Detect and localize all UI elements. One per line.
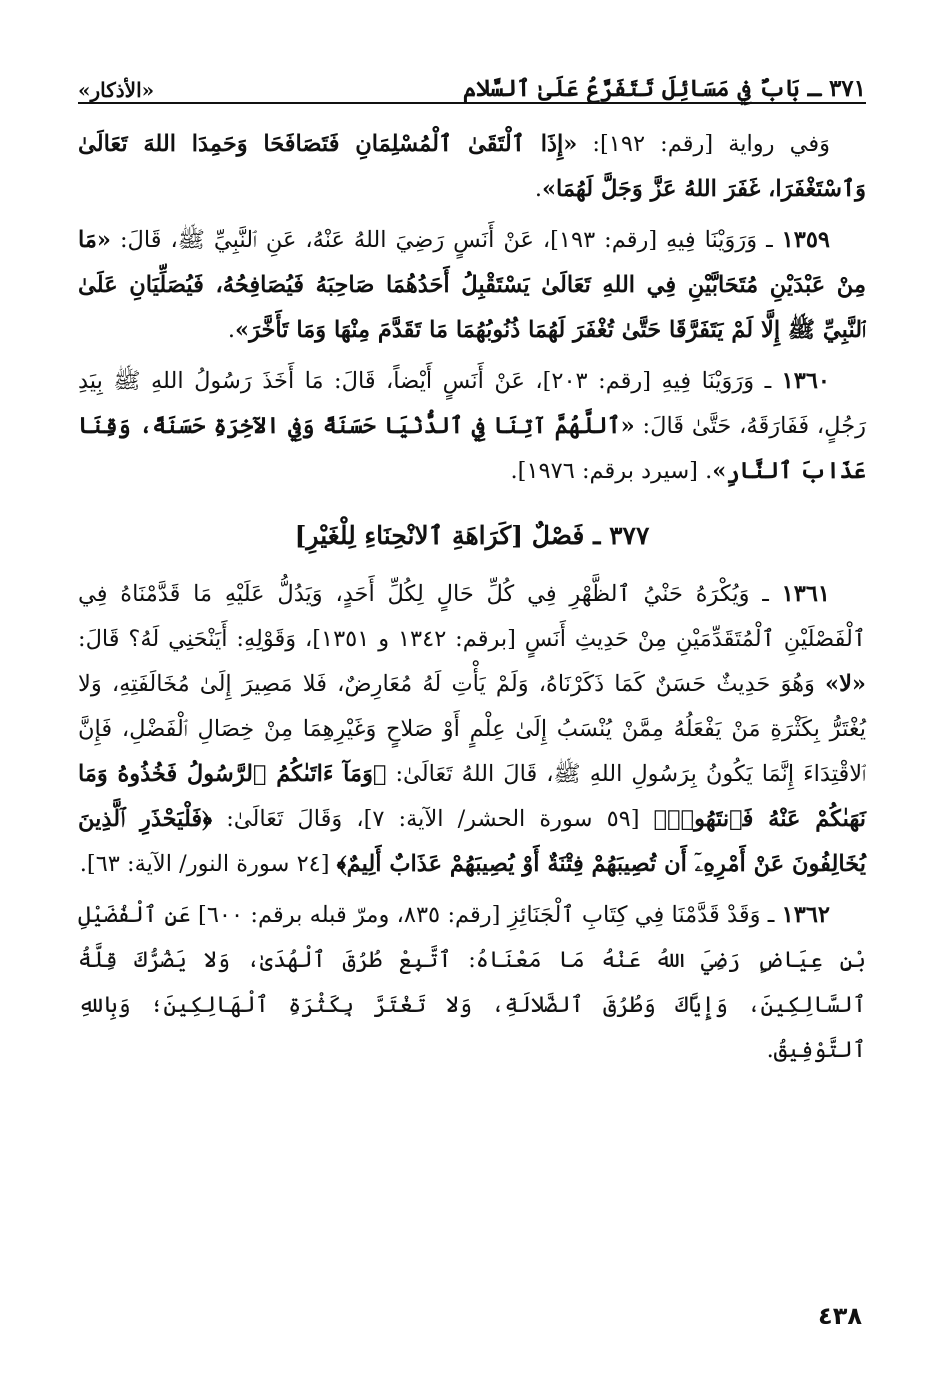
quran-verse: ﴿فَلْيَحْذَرِ ٱلَّذِينَ يُخَالِفُونَ عَنْ أَمْرِهِۦٓ أَن تُصِيبَهُمْ فِتْنَةٌ أَوْ يُصِيبَهُمْ عَذَابٌ أَلِيمٌ﴾ — [78, 806, 866, 877]
page-number: ٤٣٨ — [818, 1302, 862, 1330]
paragraph-number: ١٣٦٢ — [781, 902, 830, 928]
book-page — [78, 52, 866, 1073]
paragraph-riwaya — [78, 122, 866, 212]
paragraph-1361 — [78, 572, 866, 887]
paragraph-number: ١٣٦١ — [781, 581, 830, 607]
paragraph-text: وَهُوَ حَدِيثٌ حَسَنٌ كَمَا ذَكَرْنَاهُ، وَلَمْ يَأْتِ لَهُ مُعَارِضٌ، فَلا مَصِيرَ إِلَىٰ مُخَالَفَتِهِ، وَلا يُغْتَرُّ بِكَثْرَةِ مَنْ يَفْعَلُهُ مِمَّنْ يُنْسَبُ إِلَىٰ عِلْمٍ أَوْ صَلاحٍ وَغَيْرِهِمَا مِنْ خِصَالِ ٱلْفَضْلِ، فَإِنَّ ٱلاقْتِدَاءَ إِنَّمَا يَكُونُ بِرَسُولِ اللهِ ﷺ، قَالَ اللهُ تَعَالَىٰ: — [78, 671, 866, 787]
paragraph-1360 — [78, 359, 866, 494]
book-title: «الأذكار» — [78, 78, 155, 102]
paragraph-1362 — [78, 893, 866, 1073]
paragraph-end: . [سيرد برقم: ١٩٧٦]. — [510, 458, 713, 484]
quran-verse: ﴿وَمَآ ءَاتَىٰكُمُ ٱلرَّسُولُ فَخُذُوهُ وَمَا نَهَىٰكُمْ عَنْهُ فَٱنتَهُوا۟﴾ — [78, 761, 867, 832]
section-heading: ٣٧٧ ـ فَصْلٌ [كَرَاهَةِ ٱلانْحِنَاءِ لِلْغَيْرِ] — [294, 521, 650, 550]
hadith-text: «إِذَا ٱلْتَقَىٰ ٱلْمُسْلِمَانِ فَتَصَافَحَا وَحَمِدَا اللهَ تَعَالَىٰ وَٱسْتَغْفَرَا، غَفَرَ اللهُ عَزَّ وَجَلَّ لَهُمَا» — [78, 131, 866, 202]
paragraph-lead: ـ وَرَوَيْنَا فِيهِ [رقم: ٢٠٣]، عَنْ أَنَسٍ أَيْضاً، قَالَ: مَا أَخَذَ رَسُولُ اللهِ ﷺ بِيَدِ رَجُلٍ، فَفَارَقَهُ، حَتَّىٰ قَالَ: — [78, 368, 866, 439]
paragraph-1359 — [78, 218, 866, 353]
paragraph-end: . — [534, 176, 542, 202]
hadith-text: «ٱللَّهُمَّ آتِنَا فِي ٱلدُّنْيَا حَسَنَةً وَفِي الآخِرَةِ حَسَنَةً، وَقِنَا عَذَابَ ٱلنَّارِ» — [78, 413, 866, 484]
paragraph-end: . — [227, 317, 236, 343]
body-text — [78, 122, 866, 1073]
paragraph-lead: وَفي رواية [رقم: ١٩٢]: — [577, 131, 830, 157]
paragraph-text: ـ وَقَدْ قَدَّمْنَا فِي كِتَابِ ٱلْجَنَائِزِ [رقم: ٨٣٥، ومرّ قبله برقم: ٦٠٠] عَنِ ٱلْفُضَيْلِ بْنِ عِيَاضٍ رَضِيَ اللهُ عَنْهُ مَا مَعْنَاهُ: ٱتَّبِعْ طُرُقَ ٱلْهُدَىٰ، وَلا يَضُرُّكَ قِلَّةُ ٱلسَّالِكِينَ، وَإِيَّاكَ وَطُرُقَ ٱلضَّلالَةِ، وَلا تَغْتَرَّ بِكَثْرَةِ ٱلْهَالِكِينَ؛ وَبِاللهِ ٱلتَّوْفِيقُ. — [78, 902, 866, 1063]
verse-reference: [٥٩ سورة الحشر/ الآية: ٧]، وَقَالَ تَعَالَىٰ: — [212, 806, 654, 832]
verse-reference: [٢٤ سورة النور/ الآية: ٦٣]. — [79, 851, 337, 877]
hadith-text: «لا» — [825, 671, 866, 697]
paragraph-number: ١٣٥٩ — [781, 227, 830, 253]
running-header — [78, 52, 866, 104]
paragraph-lead: ـ وَرَوَيْنَا فِيهِ [رقم: ١٩٣]، عَنْ أَنَسٍ رَضِيَ اللهُ عَنْهُ، عَنِ ٱلنَّبِيِّ ﷺ، قَالَ: — [110, 227, 782, 253]
chapter-title: ٣٧١ ـ بَابٌ فِي مَسَائِلَ تَتَفَرَّعُ عَلَىٰ ٱلسَّلام — [462, 75, 866, 102]
paragraph-number: ١٣٦٠ — [781, 368, 830, 394]
paragraph-text: ـ وَيُكْرَهُ حَنْيُ ٱلظَّهْرِ فِي كُلِّ حَالٍ لِكُلِّ أَحَدٍ، وَيَدُلُّ عَلَيْهِ مَا قَدَّمْنَاهُ فِي ٱلْفَصْلَيْنِ ٱلْمُتَقَدِّمَيْنِ مِنْ حَدِيثِ أَنَسٍ [برقم: ١٣٤٢ و ١٣٥١]، وَقَوْلِهِ: أَيَنْحَنِي لَهُ؟ قَالَ: — [78, 581, 866, 652]
hadith-text: «مَا مِنْ عَبْدَيْنِ مُتَحَابَّيْنِ فِي اللهِ تَعَالَىٰ يَسْتَقْبِلُ أَحَدُهُمَا صَاحِبَهُ فَيُصَافِحُهُ، فَيُصَلِّيَانِ عَلَىٰ ٱلنَّبِيِّ ﷺ إِلَّا لَمْ يَتَفَرَّقَا حَتَّىٰ تُغْفَرَ لَهُمَا ذُنُوبُهُمَا مَا تَقَدَّمَ مِنْهَا وَمَا تَأَخَّرَ» — [78, 227, 866, 343]
